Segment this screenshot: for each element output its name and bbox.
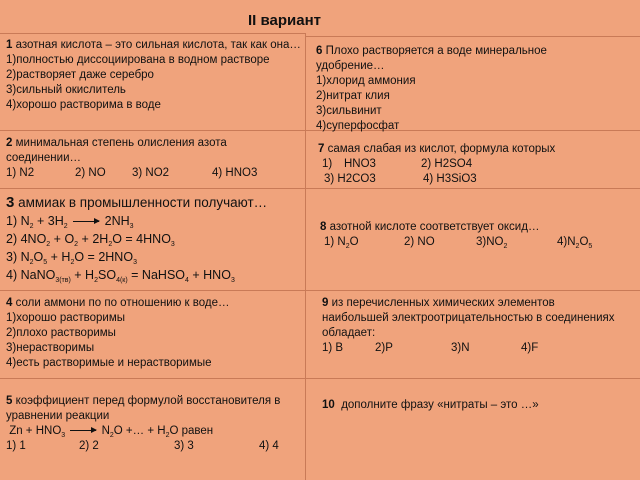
question-number: 7	[318, 143, 325, 155]
answer-option: 3) 3	[174, 440, 194, 452]
answer-option: $3)NO_2$	[476, 236, 508, 250]
answer-option: 4) HNO3	[212, 167, 258, 179]
answer-option: 4)суперфосфат	[316, 120, 400, 132]
question-text: минимальная степень олисления азота соединении…	[6, 137, 227, 164]
question-number: 6	[316, 45, 323, 57]
divider	[0, 33, 305, 34]
question-number: 5	[6, 395, 13, 407]
answer-option: 1)полностью диссоциирована в водном растворе	[6, 54, 270, 66]
answer-option: 2) 2	[79, 440, 99, 452]
question-2	[6, 136, 302, 181]
question-text: азотная кислота – это сильная кислота, так как она…	[15, 39, 301, 51]
answer-option: 2) H2SO4	[421, 158, 473, 170]
question-4	[6, 296, 302, 371]
answer-option: 1)хлорид аммония	[316, 75, 416, 87]
answer-option: 2)нитрат клия	[316, 90, 390, 102]
divider	[305, 36, 640, 37]
question-number: 3	[6, 194, 15, 211]
question-3	[6, 194, 302, 284]
answer-option: 2)P	[375, 342, 393, 354]
answer-option: 1) B	[322, 342, 344, 354]
divider	[0, 378, 640, 379]
arrow-icon	[70, 430, 96, 431]
answer-option: 3)сильный окислитель	[6, 84, 126, 96]
question-8	[320, 220, 620, 250]
question-number: 8	[320, 221, 327, 233]
answer-option: 2) NO	[404, 236, 435, 248]
answer-option: 1)хорошо растворимы	[6, 312, 126, 324]
question-number: 4	[6, 297, 13, 309]
answer-option: 1) 1	[6, 440, 26, 452]
answer-option: 4)хорошо растворима в воде	[6, 99, 161, 111]
answer-option: 4) H3SiO3	[423, 173, 477, 185]
question-number: 10	[322, 399, 335, 411]
question-number: 1	[6, 39, 13, 51]
question-text: самая слабая из кислот, формула которых	[327, 143, 556, 155]
answer-option: 2) $4NO_2 + O_2 + 2H_2O = 4HNO_3$	[6, 232, 175, 248]
divider	[305, 33, 306, 480]
answer-option: 1)	[322, 158, 333, 170]
question-number: 2	[6, 137, 13, 149]
answer-option: 1) $N_2O$	[324, 236, 359, 250]
answer-option: HNO3	[344, 158, 376, 170]
answer-option: 3) H2CO3	[324, 173, 376, 185]
answer-option: 3)нерастворимы	[6, 342, 95, 354]
question-number: 9	[322, 297, 329, 309]
question-text: дополните фразу «нитраты – это …»	[341, 399, 539, 411]
reaction-equation: $Zn + HNO_3$ $N_2O$ +… + $H_2O$ равен	[6, 425, 214, 439]
answer-option: 4)есть растворимые и нерастворимые	[6, 357, 212, 369]
page-title: II вариант	[248, 12, 322, 29]
answer-option: 2) NO	[75, 167, 106, 179]
answer-option: $4)N_2O_5$	[557, 236, 593, 250]
answer-option: 1) N2	[6, 167, 35, 179]
question-text: аммиак в промышленности получают…	[18, 195, 268, 210]
question-text: коэффициент перед формулой восстановителя в уравнении реакции	[6, 395, 281, 422]
divider	[0, 188, 640, 189]
answer-option: 3) NO2	[132, 167, 170, 179]
question-7	[318, 142, 618, 187]
question-1	[6, 38, 302, 113]
question-10	[322, 398, 622, 413]
answer-option: 3)сильвинит	[316, 105, 382, 117]
answer-option: 2)плохо растворимы	[6, 327, 116, 339]
answer-option: 2)растворяет даже серебро	[6, 69, 154, 81]
question-text: из перечисленных химических элементов наибольшей электроотрицательностью в соединениях обладает:	[322, 297, 615, 339]
question-9	[322, 296, 622, 356]
question-5	[6, 394, 304, 454]
answer-option: 3)N	[451, 342, 470, 354]
arrow-icon	[73, 221, 99, 222]
divider	[0, 290, 640, 291]
question-text: соли аммони по по отношению к воде…	[15, 297, 230, 309]
answer-option: 4)F	[521, 342, 539, 354]
answer-option: 1) $N_2 + 3H_2$ $2NH_3$	[6, 214, 134, 230]
answer-option: 4) NaNO$_{3(тв)}$ + $H_2SO_{4(к)}$ = NaHSO$_4$ + $HNO_3$	[6, 268, 235, 284]
answer-option: 3) $N_2O_5 + H_2O = 2HNO_3$	[6, 250, 137, 266]
question-text: Плохо растворяется а воде минеральное удобрение…	[316, 45, 547, 72]
question-text: азотной кислоте соответствует оксид…	[329, 221, 540, 233]
question-6	[316, 44, 616, 134]
answer-option: 4) 4	[259, 440, 279, 452]
